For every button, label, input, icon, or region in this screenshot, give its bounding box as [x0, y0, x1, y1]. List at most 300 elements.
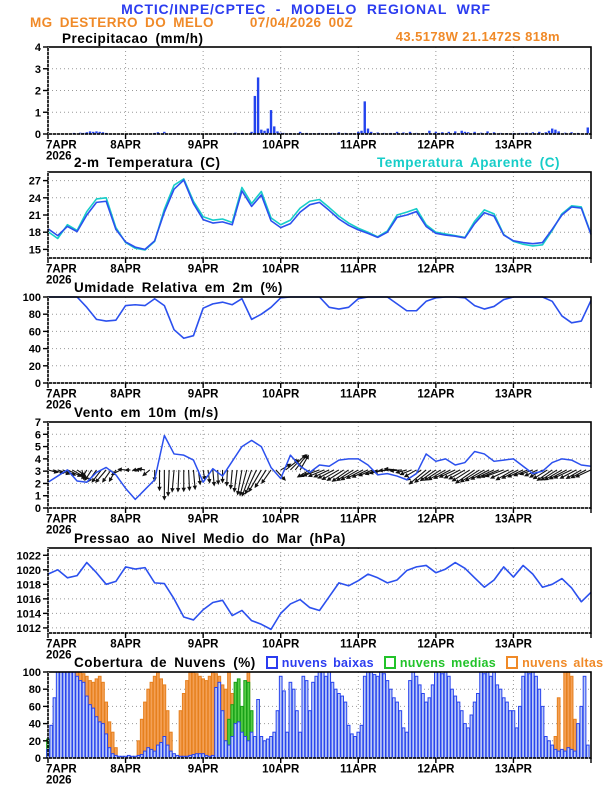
cloud-bar-low [215, 687, 218, 758]
y-tick-label: 1014 [16, 608, 41, 621]
station-name: MG DESTERRO DO MELO [30, 15, 214, 30]
cloud-bar-low [399, 711, 402, 758]
apparent-temperature-label: Temperatura Aparente (C) [376, 155, 560, 170]
cloud-bar-low [350, 734, 353, 758]
cloud-bar-low [76, 676, 79, 758]
x-tick-label: 9APR [187, 139, 219, 152]
cloud-bar-low [286, 732, 289, 758]
cloud-bar-low [380, 672, 383, 758]
cloud-bar-low [409, 681, 412, 758]
x-tick-label: 10APR [262, 139, 300, 152]
y-tick-label: 5 [34, 441, 41, 454]
x-tick-label: 7APR [46, 263, 77, 276]
page-title: MCTIC/INPE/CPTEC - MODELO REGIONAL WRF [121, 1, 491, 17]
x-tick-label: 9APR [187, 388, 219, 401]
cloud-bar-low [296, 711, 299, 758]
cloud-bar-low [438, 672, 441, 758]
cloud-bar-high [570, 676, 573, 758]
cloud-bar-low [480, 672, 483, 758]
cloud-bar-low [169, 751, 172, 758]
cloud-bar-low [270, 737, 273, 759]
y-tick-label: 0 [34, 753, 41, 765]
cloud-bar-low [363, 676, 366, 758]
cloud-bar-low [502, 698, 505, 758]
cloud-bar-low [250, 732, 253, 758]
wind-arrow-head [216, 480, 220, 485]
cloud-bar-low [477, 694, 480, 759]
cloud-bar-low [489, 676, 492, 758]
cloud-bar-low [457, 702, 460, 758]
x-tick-label: 13APR [494, 139, 532, 152]
y-tick-label: 1 [34, 107, 41, 120]
cloud-bar-low [509, 711, 512, 758]
wind-arrow-head [182, 488, 186, 493]
legend-item-high-clouds [506, 656, 603, 670]
y-tick-label: 1022 [16, 550, 41, 563]
cloud-bar-low [467, 728, 470, 758]
wind-arrow-head [198, 481, 202, 486]
y-tick-label: 6 [34, 429, 41, 442]
x-tick-label: 11APR [340, 388, 377, 401]
x-axis-year-label: 2026 [46, 399, 72, 412]
x-tick-label: 10APR [262, 763, 300, 776]
cloud-bar-low [357, 732, 360, 758]
cloud-bar-low [221, 711, 224, 758]
precip-bar [257, 77, 259, 134]
cloud-bar-low [354, 737, 357, 759]
y-tick-label: 21 [28, 210, 41, 222]
y-tick-label: 4 [34, 42, 41, 54]
y-tick-label: 24 [28, 192, 41, 205]
x-tick-label: 11APR [340, 513, 377, 526]
temp-line [48, 180, 591, 249]
x-tick-label: 12APR [417, 263, 455, 276]
panel-title-clouds: Cobertura de Nuvens (%) [74, 655, 256, 670]
cloud-bar-low [554, 749, 557, 758]
y-tick-label: 20 [28, 360, 41, 373]
wind-arrow-head [207, 479, 211, 484]
cloud-bar-low [257, 700, 260, 758]
cloud-bar-low [548, 741, 551, 758]
cloud-bar-low [470, 715, 473, 758]
cloud-bar-high [199, 676, 202, 758]
cloud-bar-low [486, 672, 489, 758]
cloud-bar-low [66, 672, 69, 758]
y-tick-label: 100 [22, 667, 41, 679]
cloud-bar-low [292, 689, 295, 758]
x-tick-label: 13APR [494, 388, 532, 401]
cloud-bar-low [79, 681, 82, 758]
x-tick-label: 13APR [494, 763, 532, 776]
cloud-bar-low [367, 672, 370, 758]
legend-label-low: nuvens baixas [281, 655, 374, 670]
y-tick-label: 0 [34, 503, 41, 515]
cloud-bar-low [325, 676, 328, 758]
cloud-bar-low [276, 711, 279, 758]
cloud-bar-low [279, 676, 282, 758]
x-tick-label: 9APR [187, 638, 219, 651]
wind-arrow-shaft [189, 470, 190, 489]
legend-label-mid: nuvens medias [399, 655, 497, 670]
cloud-bar-low [444, 672, 447, 758]
wind-arrow-head [229, 485, 233, 490]
cloud-bar-low [95, 717, 98, 758]
cloud-bar-low [331, 682, 334, 758]
x-tick-label: 10APR [262, 638, 300, 651]
cloud-bar-low [299, 732, 302, 758]
cloud-bar-low [289, 682, 292, 758]
y-tick-label: 40 [28, 343, 41, 356]
panel-border [48, 548, 591, 633]
cloud-bar-low [224, 741, 227, 758]
wind-arrow-head [166, 492, 170, 497]
rh-line [48, 297, 591, 338]
y-tick-label: 100 [22, 292, 41, 304]
cloud-bar-low [460, 711, 463, 758]
cloud-bar-low [464, 724, 467, 758]
cloud-bar-high [202, 679, 205, 758]
cloud-bar-low [531, 672, 534, 758]
panel-title-temperature: 2-m Temperatura (C) [74, 155, 221, 170]
cloud-bar-low [570, 749, 573, 758]
cloud-bar-low [454, 696, 457, 758]
cloud-bar-low [383, 674, 386, 758]
cloud-bar-high [144, 702, 147, 758]
cloud-bar-high [567, 672, 570, 758]
cloud-bar-low [82, 682, 85, 758]
cloud-bar-high [195, 674, 198, 758]
cloud-bar-low [496, 685, 499, 758]
wind-arrow-shaft [168, 470, 169, 495]
cloud-bar-high [192, 672, 195, 758]
x-tick-label: 7APR [46, 638, 77, 651]
wind-arrow-head [102, 478, 106, 483]
wind-arrow-shaft [193, 470, 195, 488]
cloud-bar-high [557, 698, 560, 758]
cloud-bar-low [422, 694, 425, 759]
cloud-bar-low [50, 725, 53, 758]
cloud-bar-low [447, 676, 450, 758]
cloud-bar-low [370, 672, 373, 758]
cloud-bar-low [260, 737, 263, 759]
cloud-bar-low [302, 676, 305, 758]
cloud-bar-low [515, 728, 518, 758]
cloud-bar-high [140, 719, 143, 758]
y-tick-label: 80 [28, 684, 41, 697]
x-tick-label: 7APR [46, 513, 77, 526]
cloud-bar-low [392, 698, 395, 758]
cloud-bar-low [431, 685, 434, 758]
legend-item-low-clouds [266, 656, 374, 670]
cloud-bar-low [528, 674, 531, 758]
cloud-bar-low [451, 689, 454, 758]
y-tick-label: 60 [28, 326, 41, 339]
cloud-bar-low [283, 691, 286, 758]
cloud-bar-low [573, 751, 576, 758]
cloud-bar-low [98, 722, 101, 758]
cloud-bar-low [228, 745, 231, 758]
panel-border [48, 297, 591, 383]
cloud-bar-low [389, 689, 392, 758]
mid-clouds-swatch-icon [384, 656, 396, 669]
cloud-bar-high [205, 681, 208, 758]
precip-bar [367, 129, 369, 134]
wind-arrow-head [233, 488, 237, 493]
cloud-bar-low [105, 734, 108, 758]
x-tick-label: 8APR [110, 763, 141, 776]
cloud-bar-low [92, 708, 95, 758]
cloud-bar-low [544, 737, 547, 759]
y-tick-label: 2 [34, 478, 41, 491]
cloud-bar-low [244, 737, 247, 759]
cloud-bar-low [402, 728, 405, 758]
y-tick-label: 1018 [16, 579, 41, 592]
cloud-bar-low [541, 706, 544, 758]
cloud-bar-high [182, 694, 185, 759]
cloud-bar-low [551, 745, 554, 758]
cloud-bar-low [85, 696, 88, 758]
cloud-bar-high [150, 682, 153, 758]
cloud-bar-low [376, 676, 379, 758]
cloud-bar-low [315, 676, 318, 758]
cloud-bar-low [415, 676, 418, 758]
cloud-bar-low [506, 702, 509, 758]
cloud-bar-low [69, 672, 72, 758]
cloud-bar-low [108, 748, 111, 758]
wind-arrow-head [176, 488, 180, 493]
cloud-bar-low [499, 689, 502, 758]
cloud-bar-low [493, 672, 496, 758]
x-tick-label: 10APR [262, 263, 300, 276]
x-tick-label: 8APR [110, 263, 141, 276]
x-axis-year-label: 2026 [46, 774, 72, 787]
wind-arrow-shaft [172, 470, 174, 491]
wind-arrow-head [157, 487, 161, 492]
x-axis-year-label: 2026 [46, 274, 72, 287]
cloud-bar-low [328, 672, 331, 758]
panel-title-humidity: Umidade Relativa em 2m (%) [74, 280, 283, 295]
legend-label-high: nuvens altas [522, 655, 604, 670]
cloud-bar-low [241, 732, 244, 758]
cloud-bar-low [580, 706, 583, 758]
x-tick-label: 10APR [262, 388, 300, 401]
high-clouds-swatch-icon [506, 656, 518, 669]
cloud-bar-low [360, 725, 363, 758]
cloud-bar-low [318, 672, 321, 758]
wind-arrow-head [225, 482, 229, 487]
cloud-bar-low [557, 751, 560, 758]
x-tick-label: 12APR [417, 139, 455, 152]
x-axis-year-label: 2026 [46, 150, 72, 163]
panel-title-pressure: Pressao ao Nivel Medio do Mar (hPa) [74, 531, 346, 546]
cloud-bar-low [418, 685, 421, 758]
cloud-bar-low [56, 672, 59, 758]
cloud-legend-row [74, 655, 603, 670]
precip-bar [267, 129, 269, 134]
cloud-bar-low [525, 672, 528, 758]
panel-title-wind: Vento em 10m (m/s) [74, 405, 219, 420]
y-tick-label: 3 [34, 466, 41, 479]
cloud-bar-low [483, 674, 486, 758]
cloud-bar-low [538, 689, 541, 758]
cloud-bar-low [254, 737, 257, 759]
wind-arrow-head [162, 496, 166, 501]
cloud-bar-low [312, 682, 315, 758]
cloud-bar-high [211, 672, 214, 758]
wind-arrow-head [212, 482, 216, 487]
x-tick-label: 9APR [187, 263, 219, 276]
cloud-bar-low [334, 689, 337, 758]
y-tick-label: 15 [28, 244, 41, 257]
wind-arrow-head [170, 488, 174, 493]
x-tick-label: 11APR [340, 638, 377, 651]
wind-arrow-head [193, 485, 197, 490]
x-tick-label: 8APR [110, 388, 141, 401]
x-tick-label: 12APR [417, 513, 455, 526]
cloud-bar-low [150, 749, 153, 758]
x-tick-label: 7APR [46, 388, 77, 401]
cloud-bar-low [412, 672, 415, 758]
cloud-bar-high [153, 676, 156, 758]
x-tick-label: 8APR [110, 638, 141, 651]
x-tick-label: 11APR [340, 763, 377, 776]
y-tick-label: 4 [34, 453, 41, 466]
x-tick-label: 10APR [262, 513, 300, 526]
y-tick-label: 7 [34, 417, 41, 429]
x-tick-label: 13APR [494, 513, 532, 526]
wind-arrow-head [187, 487, 191, 492]
precip-bar [270, 110, 272, 134]
x-axis-year-label: 2026 [46, 524, 72, 537]
cloud-bar-low [305, 681, 308, 758]
cloud-bar-low [564, 751, 567, 758]
cloud-bar-low [396, 702, 399, 758]
cloud-bar-low [535, 676, 538, 758]
cloud-bar-low [405, 732, 408, 758]
cloud-bar-low [102, 724, 105, 758]
cloud-bar-low [144, 751, 147, 758]
panel-border [48, 47, 591, 134]
cloud-bar-low [163, 737, 166, 759]
cloud-bar-low [522, 676, 525, 758]
x-tick-label: 12APR [417, 638, 455, 651]
cloud-bar-low [577, 724, 580, 758]
cloud-bar-low [247, 741, 250, 758]
y-tick-label: 1 [34, 490, 41, 503]
wind-arrow-shaft [178, 470, 179, 491]
cloud-bar-low [373, 675, 376, 758]
cloud-bar-low [341, 696, 344, 758]
y-tick-label: 27 [28, 175, 41, 188]
y-tick-label: 18 [28, 227, 41, 240]
cloud-bar-low [60, 672, 63, 758]
y-tick-label: 1012 [16, 622, 41, 635]
wind-arrow-head [332, 477, 337, 481]
cloud-bar-high [208, 676, 211, 758]
cloud-bar-low [435, 672, 438, 758]
run-datetime: 07/04/2026 00Z [249, 15, 354, 30]
cloud-bar-high [564, 672, 567, 758]
y-tick-label: 20 [28, 735, 41, 748]
cloud-bar-low [386, 681, 389, 758]
x-tick-label: 8APR [110, 139, 141, 152]
y-tick-label: 80 [28, 309, 41, 322]
wind-speed-line [48, 436, 591, 500]
cloud-bar-low [263, 741, 266, 758]
cloud-bar-low [347, 725, 350, 758]
x-axis-year-label: 2026 [46, 649, 72, 662]
cloud-bar-low [583, 676, 586, 758]
precip-bar [254, 96, 256, 134]
legend-item-mid-clouds [384, 656, 496, 670]
station-line [30, 15, 353, 30]
station-coordinates: 43.5178W 21.1472S 818m [395, 29, 560, 44]
cloud-bar-low [512, 711, 515, 758]
cloud-bar-high [179, 711, 182, 758]
wind-arrow-shaft [231, 470, 233, 488]
cloud-bar-low [63, 672, 66, 758]
precip-bar [551, 129, 553, 134]
y-tick-label: 1020 [16, 564, 41, 577]
cloud-bar-low [266, 739, 269, 758]
cloud-bar-high [186, 681, 189, 758]
precip-bar [587, 127, 589, 134]
x-tick-label: 9APR [187, 763, 219, 776]
cloud-bar-low [308, 711, 311, 758]
cloud-bar-low [147, 748, 150, 758]
low-clouds-swatch-icon [266, 656, 278, 669]
cloud-bar-low [561, 749, 564, 758]
cloud-bar-low [166, 745, 169, 758]
cloud-bar-low [237, 722, 240, 758]
x-tick-label: 13APR [494, 263, 532, 276]
wind-arrow-head [220, 479, 224, 484]
panel-title-precip: Precipitacao (mm/h) [62, 31, 204, 46]
x-tick-label: 12APR [417, 763, 455, 776]
wind-arrow-head [124, 468, 129, 472]
cloud-bar-low [321, 672, 324, 758]
cloud-bar-low [218, 682, 221, 758]
precip-bar [273, 126, 275, 134]
cloud-bar-low [441, 674, 444, 758]
y-tick-label: 40 [28, 718, 41, 731]
cloud-bar-low [160, 743, 163, 758]
y-tick-label: 0 [34, 129, 41, 141]
cloud-bar-low [428, 698, 431, 758]
y-tick-label: 60 [28, 701, 41, 714]
cloud-bar-low [157, 745, 160, 758]
x-tick-label: 9APR [187, 513, 219, 526]
cloud-bar-low [473, 702, 476, 758]
x-tick-label: 7APR [46, 139, 77, 152]
y-tick-label: 0 [34, 378, 41, 390]
y-tick-label: 2 [34, 85, 41, 98]
cloud-bar-low [73, 672, 76, 758]
x-tick-label: 7APR [46, 763, 77, 776]
cloud-bar-low [425, 702, 428, 758]
cloud-bar-low [338, 694, 341, 759]
x-tick-label: 11APR [340, 263, 377, 276]
cloud-bar-low [234, 724, 237, 758]
x-tick-label: 13APR [494, 638, 532, 651]
cloud-bar-low [586, 745, 589, 758]
cloud-bar-low [153, 751, 156, 758]
wind-arrow-shaft [234, 470, 237, 491]
cloud-bar-high [189, 672, 192, 758]
cloud-bar-low [89, 705, 92, 758]
cloud-bar-low [53, 698, 56, 758]
x-tick-label: 8APR [110, 513, 141, 526]
